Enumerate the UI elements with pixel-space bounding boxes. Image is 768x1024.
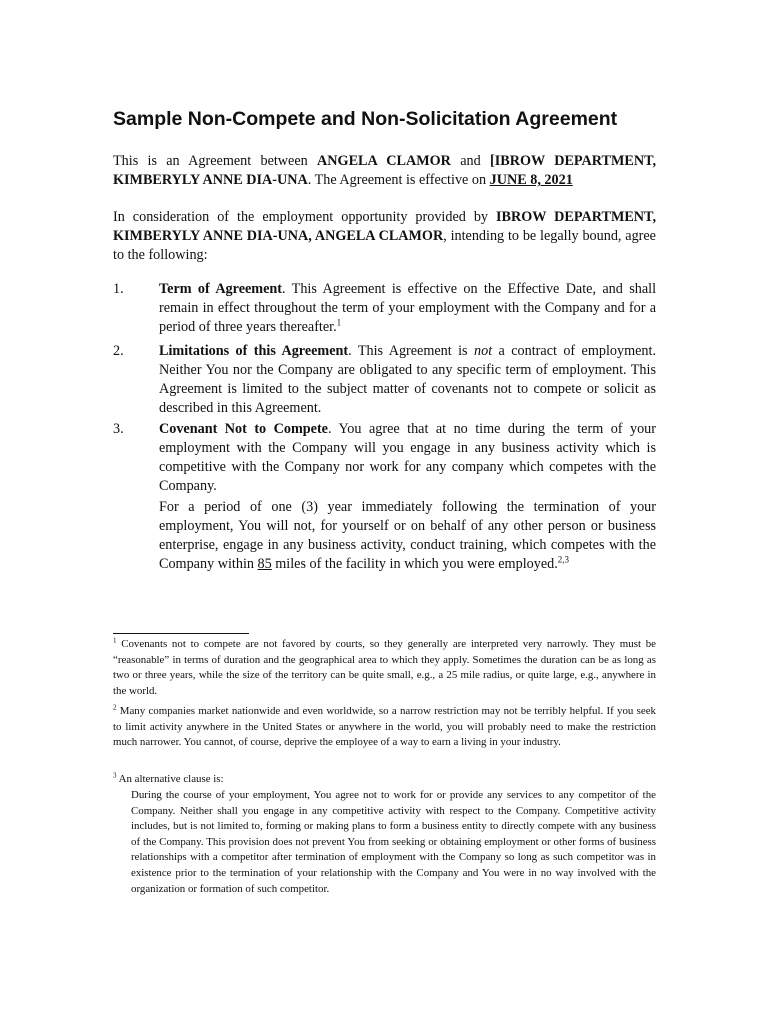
consideration-parties: IBROW DEPARTMENT, KIMBERYLY ANNE DIA-UNA, ANGELA CLAMOR [113,209,657,244]
intro-and: and [460,153,481,169]
footnote-1 [113,637,656,699]
footnote-text: An alternative clause is: [116,773,224,785]
alternative-clause-quote: During the course of your employment, You agree not to work for or provide any services to any competitor of the Company. Neither shall you engage in any competitive activity with respect to the Company. Competitive activity includes, but is not limited to, forming or making plans to form a business entity to directly compete with any business of the Company. This provision does not prevent You from seeking or obtaining employment or other forms of business relationships with a competitor after termination of employment with the Company so long as such competitor was in existence prior to the termination of your relationship with the Company and You were in no way involved with the organization or formation of such competitor. [131,789,656,895]
footnote-mark: 2 [113,703,117,712]
item-heading: Term of Agreement [159,281,283,297]
consideration-text: In consideration of the employment opportunity provided by [113,209,489,225]
item-covenant-not-to-compete [159,420,656,496]
item-text: . This Agreement is [348,343,468,359]
footnote-mark: 3 [113,771,117,780]
footnote-2 [113,704,656,751]
item-text: . This Agreement is effective on the Effective Date, and shall remain in effect throughout the term of your employment with the Company and for a period of three years thereafter. [159,281,657,335]
intro-paragraph [113,152,656,190]
item-text: a contract of employment. Neither You nor the Company are obligated to any specific term of employment. This Agreement is limited to the subject matter of covenants not to compete or solicit as described in this Agreement. [159,343,657,416]
item-text: For a period of one (3) year immediately following the termination of your employment, You will not, for yourself or on behalf of any other person or business enterprise, engage in any business activity, conduct training, which competes with the Company within [159,499,656,572]
footnote-divider [113,633,249,634]
item-heading: Covenant Not to Compete [159,421,328,437]
party-one: ANGELA CLAMOR [317,153,451,169]
intro-text: This is an Agreement between [113,153,308,169]
party-two: [IBROW DEPARTMENT, KIMBERYLY ANNE DIA-UNA [113,153,657,188]
item-text: miles of the facility in which you were employed. [275,556,558,572]
miles-value: 85 [257,556,272,572]
footnote-text: Many companies market nationwide and even worldwide, so a narrow restriction may not be terribly helpful. If you seek to limit activity anywhere in the United States or anywhere in the world, you will probably need to make the restriction much narrower. You cannot, of course, deprive the employee of a way to earn a living in your industry. [113,705,656,749]
consideration-paragraph [113,208,656,265]
effective-date: JUNE 8, 2021 [489,172,573,188]
consideration-end: , intending to be legally bound, agree to the following: [113,228,656,263]
item-emphasis: not [474,343,493,359]
item-number: 2. [113,343,124,359]
item-covenant-paragraph-2 [159,498,656,574]
footnote-ref: 1 [336,317,342,328]
item-term-of-agreement [159,280,656,337]
document-title: Sample Non-Compete and Non-Solicitation Agreement [113,108,618,130]
footnote-3 [113,772,656,788]
footnote-text: Covenants not to compete are not favored by courts, so they generally are interpreted very narrowly. They must be “reasonable” in terms of duration and the geographical area to which they apply. Sometimes the duration can be as long as two or three years, while the size of the territory can be quite small, e.g., a 25 mile radius, or quite large, e.g., anywhere in the world. [113,638,656,697]
footnote-mark: 1 [113,636,117,645]
item-number: 3. [113,421,124,437]
item-limitations [159,342,656,418]
item-text: . You agree that at no time during the term of your employment with the Company will you engage in any business activity which is competitive with the Company nor work for any company which competes with the Company. [159,421,656,494]
item-number: 1. [113,281,124,297]
footnote-ref: 2,3 [557,554,570,565]
effective-text: . The Agreement is effective on [307,172,487,188]
item-heading: Limitations of this Agreement [159,343,349,359]
